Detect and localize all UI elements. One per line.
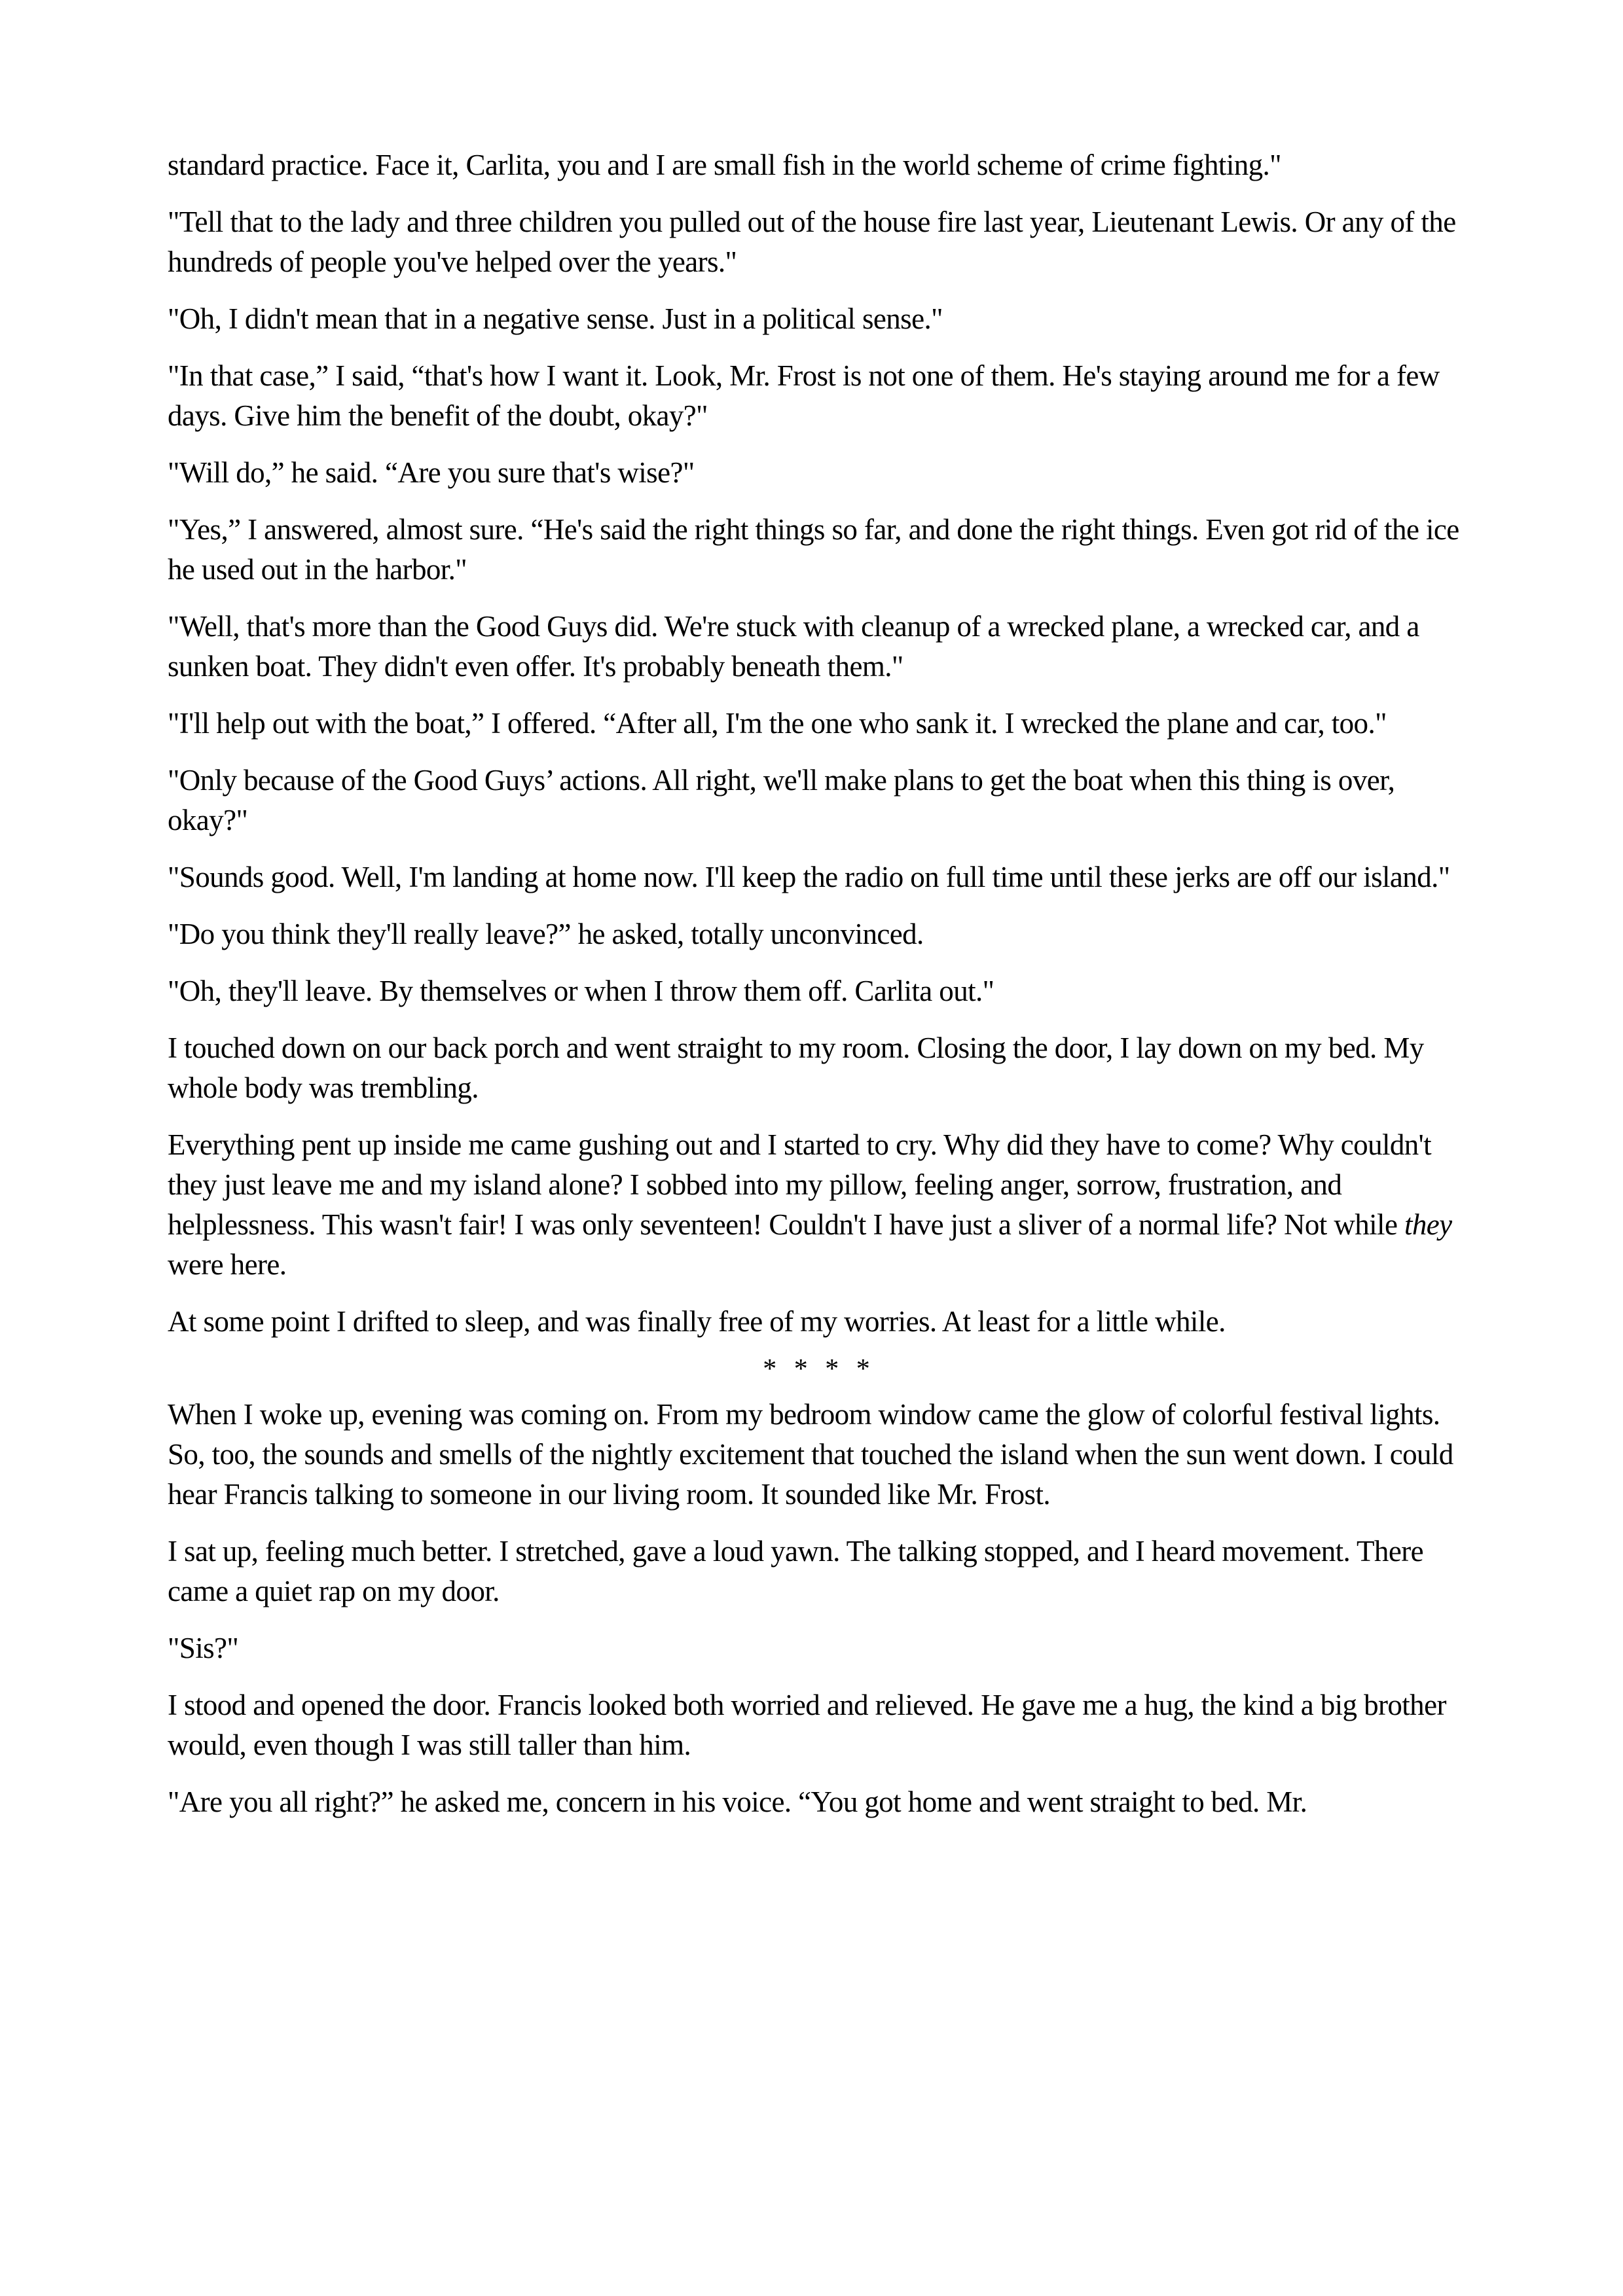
paragraph: "Are you all right?” he asked me, concern in his voice. “You got home and went straight to bed. Mr. [168,1785,1307,1818]
paragraph: "I'll help out with the boat,” I offered. “After all, I'm the one who sank it. I wrecked the plane and car, too." [168,707,1387,740]
paragraph: I stood and opened the door. Francis looked both worried and relieved. He gave me a hug, the kind a big brother would, even though I was still taller than him. [168,1689,1446,1761]
paragraph-text: were here. [168,1248,287,1281]
emphasized-word: they [1404,1208,1452,1241]
paragraph: "Sounds good. Well, I'm landing at home now. I'll keep the radio on full time until these jerks are off our island." [168,861,1450,893]
paragraph: I sat up, feeling much better. I stretched, gave a loud yawn. The talking stopped, and I heard movement. There came a quiet rap on my door. [168,1535,1423,1607]
paragraph: standard practice. Face it, Carlita, you and I are small fish in the world scheme of crime fighting." [168,149,1281,181]
paragraph: "Sis?" [168,1632,239,1664]
paragraph: "Oh, I didn't mean that in a negative sense. Just in a political sense." [168,302,943,335]
paragraph: "Well, that's more than the Good Guys did. We're stuck with cleanup of a wrecked plane, a wrecked car, and a sunken boat. They didn't even offer. It's probably beneath them." [168,610,1419,683]
paragraph: "Only because of the Good Guys’ actions. All right, we'll make plans to get the boat when this thing is over, okay?" [168,764,1395,836]
paragraph: "In that case,” I said, “that's how I want it. Look, Mr. Frost is not one of them. He's staying around me for a few days. Give him the benefit of the doubt, okay?" [168,359,1440,432]
paragraph: At some point I drifted to sleep, and was finally free of my worries. At least for a little while. [168,1305,1226,1338]
paragraph: "Do you think they'll really leave?” he asked, totally unconvinced. [168,918,924,950]
scene-break: * * * * [763,1354,875,1384]
paragraph: "Tell that to the lady and three children you pulled out of the house fire last year, Lieutenant Lewis. Or any of the hundreds of people you've helped over the years." [168,206,1456,278]
paragraph: I touched down on our back porch and went straight to my room. Closing the door, I lay down on my bed. My whole body was trembling. [168,1031,1424,1104]
document-page [168,145,1470,1839]
paragraph: "Oh, they'll leave. By themselves or when I throw them off. Carlita out." [168,975,994,1007]
paragraph: "Yes,” I answered, almost sure. “He's said the right things so far, and done the right things. Even got rid of the ice he used out in the harbor." [168,513,1459,586]
paragraph: When I woke up, evening was coming on. From my bedroom window came the glow of colorful festival lights. So, too, the sounds and smells of the nightly excitement that touched the island when the sun went down. I could hear Francis talking to someone in our living room. It sounded like Mr. Frost. [168,1398,1453,1511]
paragraph-with-emphasis [168,1125,1470,1285]
paragraph: "Will do,” he said. “Are you sure that's wise?" [168,456,695,489]
paragraph-text: Everything pent up inside me came gushing out and I started to cry. Why did they have to come? Why couldn't they just leave me and my island alone? I sobbed into my pillow, feeling anger, sorrow, frustration, and helplessness. This wasn't fair! I was only seventeen! Couldn't I have just a sliver of a normal life? Not while [168,1128,1432,1241]
